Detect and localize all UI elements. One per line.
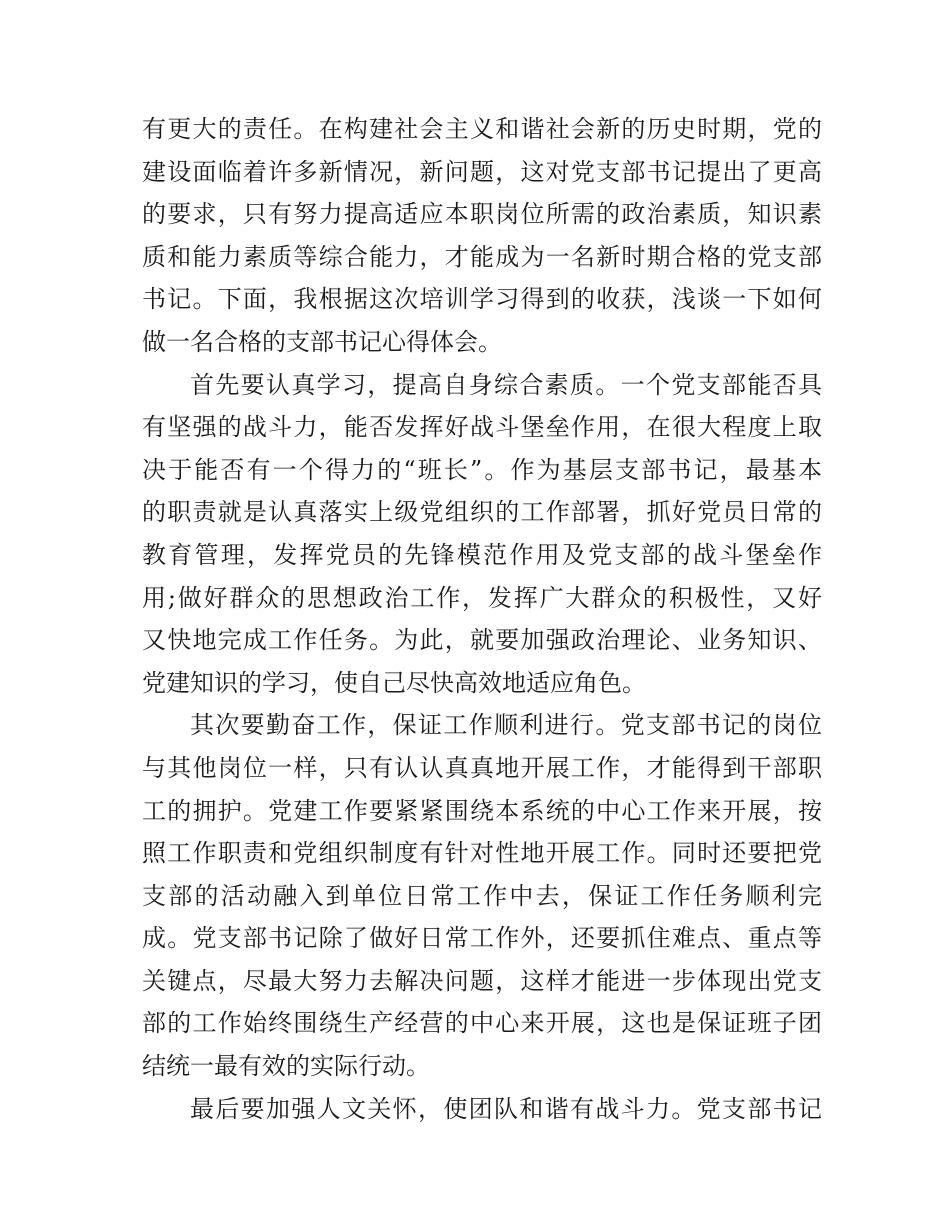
text-line: 质和能力素质等综合能力，才能成为一名新时期合格的党支部 xyxy=(142,242,822,271)
text-line: 的职责就是认真落实上级党组织的工作部署，抓好党员日常的 xyxy=(142,498,822,527)
text-line: 决于能否有一个得力的“班长”。作为基层支部书记，最基本 xyxy=(142,455,822,484)
text-line: 建设面临着许多新情况，新问题，这对党支部书记提出了更高 xyxy=(142,157,822,186)
body-text xyxy=(142,108,822,1130)
paragraph-first-line: 其次要勤奋工作，保证工作顺利进行。党支部书记的岗位 xyxy=(190,711,822,740)
text-line: 教育管理，发挥党员的先锋模范作用及党支部的战斗堡垒作 xyxy=(142,540,822,569)
text-line: 有坚强的战斗力，能否发挥好战斗堡垒作用，在很大程度上取 xyxy=(142,413,822,442)
text-line: 用;做好群众的思想政治工作，发挥广大群众的积极性，又好 xyxy=(142,583,822,612)
text-line: 书记。下面，我根据这次培训学习得到的收获，浅谈一下如何 xyxy=(142,285,822,314)
paragraph-first-line: 最后要加强人文关怀，使团队和谐有战斗力。党支部书记 xyxy=(190,1094,822,1123)
text-line: 有更大的责任。在构建社会主义和谐社会新的历史时期，党的 xyxy=(142,115,822,143)
text-line: 结统一最有效的实际行动。 xyxy=(142,1052,430,1081)
text-line: 工的拥护。党建工作要紧紧围绕本系统的中心工作来开展，按 xyxy=(142,796,822,825)
text-line: 支部的活动融入到单位日常工作中去，保证工作任务顺利完 xyxy=(142,881,822,910)
text-line: 党建知识的学习，使自己尽快高效地适应角色。 xyxy=(142,668,646,697)
text-line: 成。党支部书记除了做好日常工作外，还要抓住难点、重点等 xyxy=(142,924,822,953)
text-line: 又快地完成工作任务。为此，就要加强政治理论、业务知识、 xyxy=(142,626,822,655)
text-line: 部的工作始终围绕生产经营的中心来开展，这也是保证班子团 xyxy=(142,1009,822,1038)
paragraph-first-line: 首先要认真学习，提高自身综合素质。一个党支部能否具 xyxy=(190,370,822,399)
text-line: 照工作职责和党组织制度有针对性地开展工作。同时还要把党 xyxy=(142,839,822,868)
text-line: 与其他岗位一样，只有认认真真地开展工作，才能得到干部职 xyxy=(142,753,822,782)
text-line: 的要求，只有努力提高适应本职岗位所需的政治素质，知识素 xyxy=(142,200,822,229)
text-line: 做一名合格的支部书记心得体会。 xyxy=(142,327,502,356)
text-line: 关键点，尽最大努力去解决问题，这样才能进一步体现出党支 xyxy=(142,966,822,995)
